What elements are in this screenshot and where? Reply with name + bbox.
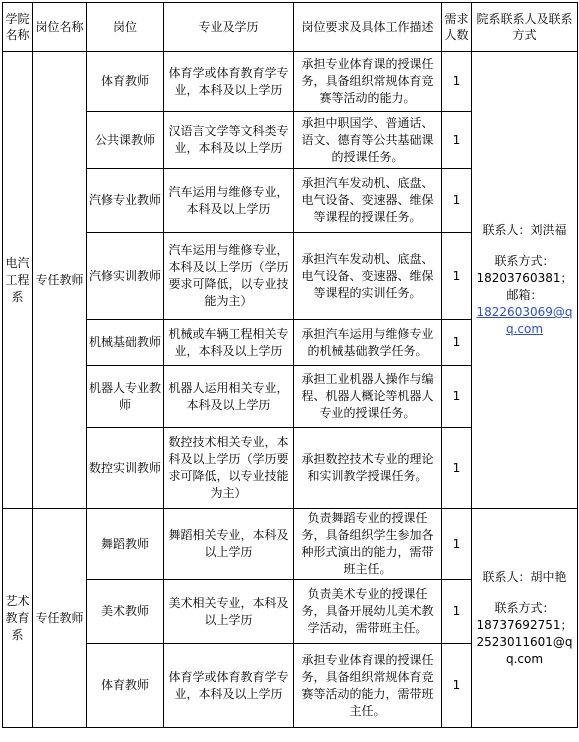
- major-cell: 汉语言文学等文科类专业，本科及以上学历: [164, 112, 294, 169]
- count-cell: 1: [442, 428, 472, 509]
- position-cell: 机器人专业教师: [87, 366, 164, 428]
- requirements-cell: 负责舞蹈专业的授课任务，具备组织学生参加各种形式演出的能力，需带班主任。: [294, 509, 442, 580]
- header-college: 学院名称: [3, 3, 33, 52]
- requirements-cell: 承担专业体育课的授课任务，具备组织常规体育竞赛等活动的能力，需带班主任。: [294, 644, 442, 728]
- post-name-cell: 专任教师: [33, 52, 87, 509]
- requirements-cell: 承担中职国学、普通话、语文、德育等公共基础课的授课任务。: [294, 112, 442, 169]
- position-cell: 汽修专业教师: [87, 169, 164, 233]
- requirements-cell: 负责美术专业的授课任务，具备开展幼儿美术教学活动，需带班主任。: [294, 580, 442, 644]
- count-cell: 1: [442, 112, 472, 169]
- count-cell: 1: [442, 233, 472, 320]
- count-cell: 1: [442, 52, 472, 112]
- contact-person: 联系人：胡中艳: [482, 569, 567, 584]
- position-cell: 体育教师: [87, 52, 164, 112]
- position-cell: 机械基础教师: [87, 320, 164, 366]
- contact-email: 2523011601@qq.com: [476, 634, 573, 666]
- major-cell: 机械或车辆工程相关专业，本科及以上学历: [164, 320, 294, 366]
- position-cell: 舞蹈教师: [87, 509, 164, 580]
- major-cell: 汽车运用与维修专业，本科及以上学历: [164, 169, 294, 233]
- contact-email-label: 邮箱：: [506, 288, 543, 302]
- header-row: [3, 3, 578, 52]
- count-cell: 1: [442, 366, 472, 428]
- contact-phone: 18203760381；: [476, 271, 573, 285]
- position-cell: 美术教师: [87, 580, 164, 644]
- major-cell: 舞蹈相关专业，本科及以上学历: [164, 509, 294, 580]
- contact-email-link[interactable]: 1822603069@qq.com: [476, 305, 573, 336]
- major-cell: 机器人运用相关专业，本科及以上学历: [164, 366, 294, 428]
- requirements-cell: 承担工业机器人操作与编程、机器人概论等机器人专业的授课任务。: [294, 366, 442, 428]
- major-cell: 汽车运用与维修专业，本科及以上学历（学历要求可降低，以专业技能为主）: [164, 233, 294, 320]
- header-post-name: 岗位名称: [33, 3, 87, 52]
- position-cell: 公共课教师: [87, 112, 164, 169]
- contact-phone: 18737692751；: [476, 617, 573, 632]
- contact-phone-label: 联系方式：: [494, 254, 555, 268]
- table-row: [3, 52, 578, 112]
- college-cell: 艺术教育系: [3, 509, 33, 728]
- position-cell: 体育教师: [87, 644, 164, 728]
- major-cell: 美术相关专业，本科及以上学历: [164, 580, 294, 644]
- contact-person: 联系人：刘洪福: [482, 223, 567, 237]
- major-cell: 体育学或体育教育学专业，本科及以上学历: [164, 52, 294, 112]
- requirements-cell: 承担专业体育课的授课任务，具备组织常规体育竞赛等活动的能力。: [294, 52, 442, 112]
- header-contact: 院系联系人及联系方式: [472, 3, 578, 52]
- count-cell: 1: [442, 644, 472, 728]
- header-position: 岗位: [87, 3, 164, 52]
- count-cell: 1: [442, 169, 472, 233]
- contact-phone-label: 联系方式：: [494, 600, 555, 615]
- requirements-cell: 承担汽车发动机、底盘、电气设备、变速器、维保等课程的授课任务。: [294, 169, 442, 233]
- post-name-cell: 专任教师: [33, 509, 87, 728]
- requirements-cell: 承担数控技术专业的理论和实训教学授课任务。: [294, 428, 442, 509]
- position-cell: 数控实训教师: [87, 428, 164, 509]
- position-cell: 汽修实训教师: [87, 233, 164, 320]
- count-cell: 1: [442, 320, 472, 366]
- major-cell: 数控技术相关专业，本科及以上学历（学历要求可降低，以专业技能为主）: [164, 428, 294, 509]
- header-major: 专业及学历: [164, 3, 294, 52]
- count-cell: 1: [442, 509, 472, 580]
- count-cell: 1: [442, 580, 472, 644]
- requirements-cell: 承担汽车发动机、底盘、电气设备、变速器、维保等课程的实训任务。: [294, 233, 442, 320]
- header-requirements: 岗位要求及具体工作描述: [294, 3, 442, 52]
- requirements-cell: 承担汽车运用与维修专业的机械基础教学任务。: [294, 320, 442, 366]
- recruitment-table: [2, 2, 578, 728]
- college-cell: 电汽工程系: [3, 52, 33, 509]
- table-row: [3, 509, 578, 580]
- major-cell: 体育学或体育教育学专业，本科及以上学历: [164, 644, 294, 728]
- header-count: 需求人数: [442, 3, 472, 52]
- contact-cell: [472, 509, 578, 728]
- contact-cell: [472, 52, 578, 509]
